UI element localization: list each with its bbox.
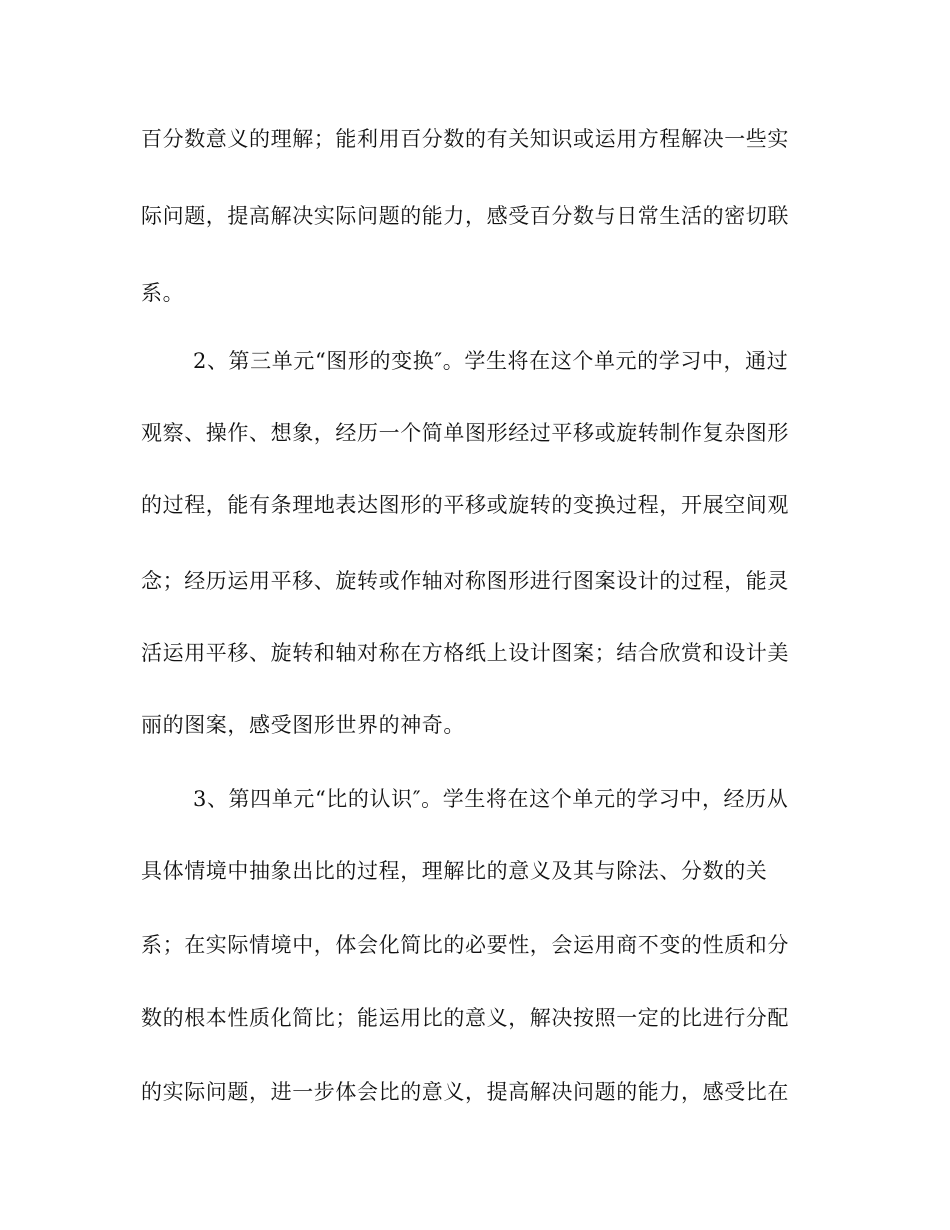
text-line: 的实际问题，进一步体会比的意义，提高解决问题的能力，感受比在 bbox=[141, 1080, 789, 1104]
text-line: 百分数意义的理解；能利用百分数的有关知识或运用方程解决一些实 bbox=[141, 127, 789, 151]
text-line: 的过程，能有条理地表达图形的平移或旋转的变换过程，开展空间观 bbox=[141, 493, 789, 517]
paragraph-start-line: 3、第四单元“比的认识″。学生将在这个单元的学习中，经历从 bbox=[193, 787, 789, 811]
text-line: 活运用平移、旋转和轴对称在方格纸上设计图案；结合欣赏和设计美 bbox=[141, 641, 789, 665]
text-line: 数的根本性质化简比；能运用比的意义，解决按照一定的比进行分配 bbox=[141, 1006, 789, 1030]
text-line: 系。 bbox=[141, 281, 185, 305]
paragraph-start-line: 2、第三单元“图形的变换″。学生将在这个单元的学习中，通过 bbox=[193, 349, 789, 373]
text-line: 观察、操作、想象，经历一个简单图形经过平移或旋转制作复杂图形 bbox=[141, 421, 789, 445]
text-line: 念；经历运用平移、旋转或作轴对称图形进行图案设计的过程，能灵 bbox=[141, 569, 789, 593]
text-line: 丽的图案，感受图形世界的神奇。 bbox=[141, 713, 465, 737]
text-line: 具体情境中抽象出比的过程，理解比的意义及其与除法、分数的关 bbox=[141, 859, 768, 883]
text-line: 系；在实际情境中，体会化简比的必要性，会运用商不变的性质和分 bbox=[141, 933, 789, 957]
text-line: 际问题，提高解决实际问题的能力，感受百分数与日常生活的密切联 bbox=[141, 204, 789, 228]
